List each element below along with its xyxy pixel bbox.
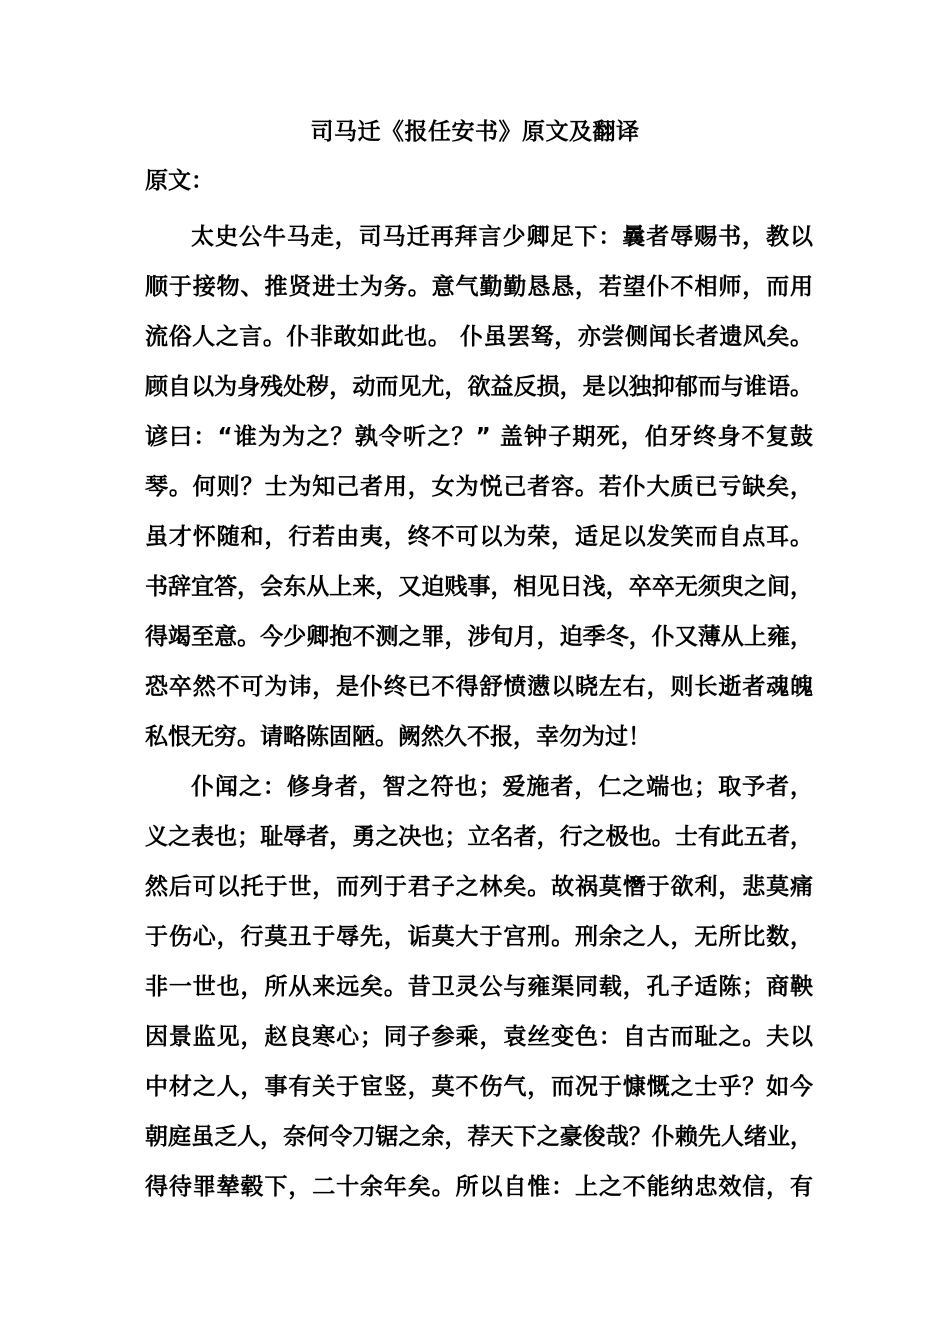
text-line: 朝庭虽乏人，奈何令刀锯之余，荐天下之豪俊哉？仆赖先人绪业， [145,1124,813,1150]
text-line: 恐卒然不可为讳，是仆终已不得舒愤懑以晓左右，则长逝者魂魄 [145,674,813,700]
text-line: 琴。何则？士为知己者用，女为悦己者容。若仆大质已亏缺矣， [145,474,813,500]
document-title: 司马迁《报任安书》原文及翻译 [310,119,640,145]
text-line: 因景监见，赵良寒心；同子参乘，袁丝变色：自古而耻之。夫以 [145,1024,813,1050]
text-line: 得待罪辇毂下，二十余年矣。所以自惟：上之不能纳忠效信，有 [145,1174,813,1200]
text-line: 谚曰：“谁为为之？孰令听之？” 盖钟子期死，伯牙终身不复鼓 [145,424,813,450]
text-line: 虽才怀随和，行若由夷，终不可以为荣，适足以发笑而自点耳。 [145,524,813,550]
text-line: 中材之人，事有关于宦竖，莫不伤气，而况于慷慨之士乎？如今 [145,1074,813,1100]
text-line: 然后可以托于世，而列于君子之林矣。故祸莫憯于欲利，悲莫痛 [145,874,813,900]
section-heading: 原文： [145,168,214,194]
text-line: 义之表也；耻辱者，勇之决也；立名者，行之极也。士有此五者， [145,824,813,850]
text-line: 私恨无穷。请略陈固陋。阙然久不报，幸勿为过！ [145,724,651,750]
text-line: 书辞宜答，会东从上来，又迫贱事，相见日浅，卒卒无须臾之间， [145,574,813,600]
text-line: 顾自以为身残处秽，动而见尤，欲益反损，是以独抑郁而与谁语。 [145,374,813,400]
text-line: 顺于接物、推贤进士为务。意气勤勤恳恳，若望仆不相师，而用 [145,274,813,300]
text-line: 流俗人之言。仆非敢如此也。 仆虽罢驽，亦尝侧闻长者遗风矣。 [145,324,813,350]
text-line: 非一世也，所从来远矣。昔卫灵公与雍渠同载，孔子适陈；商鞅 [145,974,813,1000]
text-line: 于伤心，行莫丑于辱先，诟莫大于宫刑。刑余之人，无所比数， [145,924,813,950]
body-text [145,212,813,1212]
text-line: 太史公牛马走，司马迁再拜言少卿足下：曩者辱赐书，教以 [191,224,813,250]
text-line: 得竭至意。今少卿抱不测之罪，涉旬月，迫季冬，仆又薄从上雍， [145,624,813,650]
text-line: 仆闻之：修身者，智之符也；爱施者，仁之端也；取予者， [191,774,813,800]
